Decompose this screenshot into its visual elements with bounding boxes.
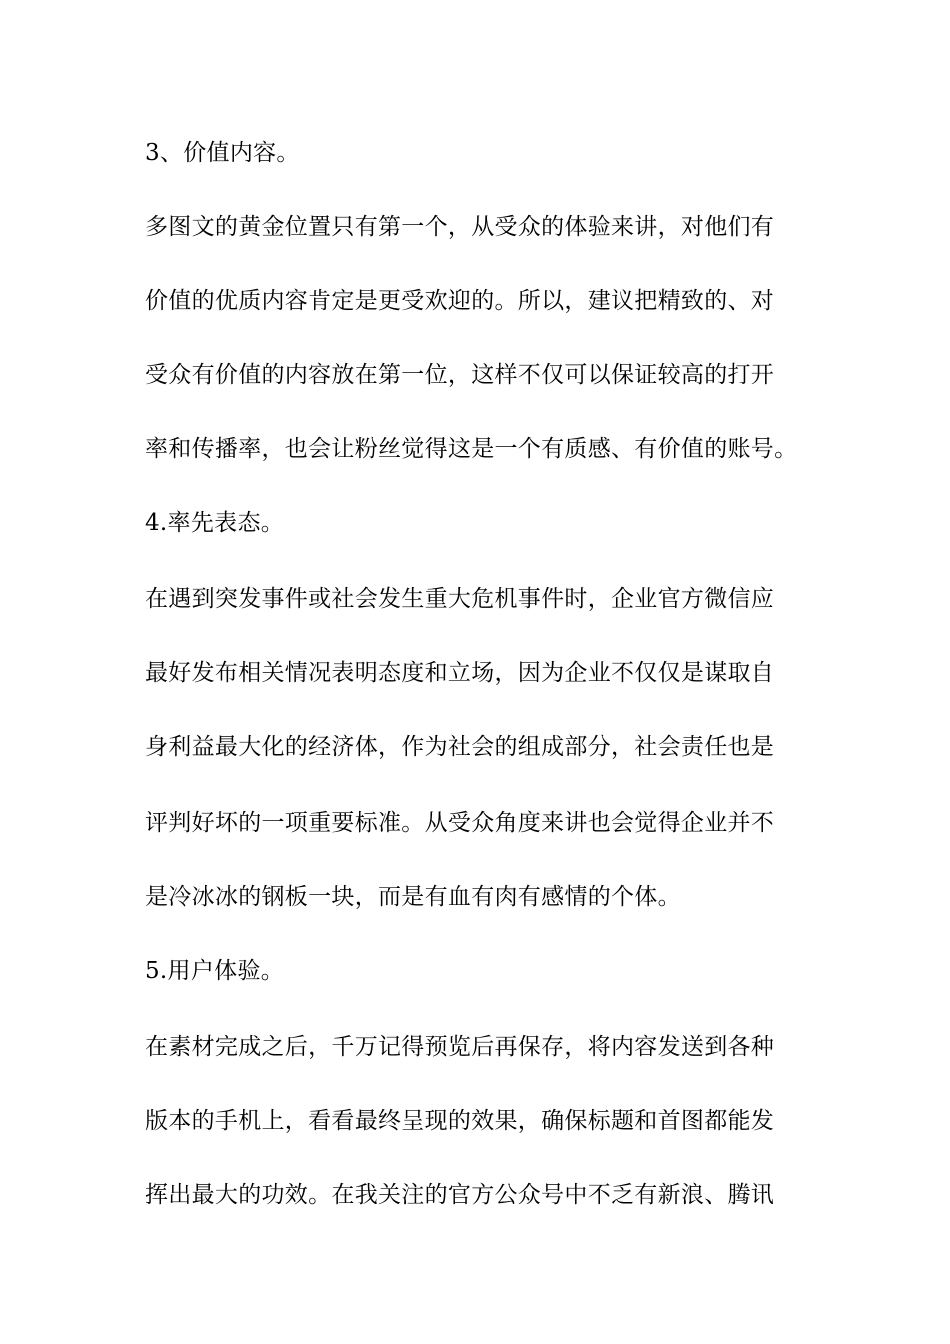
paragraph-line: 率和传播率，也会让粉丝觉得这是一个有质感、有价值的账号。 (145, 436, 798, 462)
paragraph-line: 评判好坏的一项重要标准。从受众角度来讲也会觉得企业并不 (145, 810, 775, 836)
paragraph-line: 挥出最大的功效。在我关注的官方公众号中不乏有新浪、腾讯 (145, 1182, 775, 1208)
section-heading-value-content: 3、价值内容。 (145, 140, 300, 166)
section-heading-user-experience: 5.用户体验。 (145, 958, 285, 984)
paragraph-line: 版本的手机上，看看最终呈现的效果，确保标题和首图都能发 (145, 1108, 775, 1134)
paragraph-line: 在素材完成之后，千万记得预览后再保存，将内容发送到各种 (145, 1034, 775, 1060)
paragraph-line: 最好发布相关情况表明态度和立场，因为企业不仅仅是谋取自 (145, 660, 775, 686)
paragraph-line: 在遇到突发事件或社会发生重大危机事件时，企业官方微信应 (145, 586, 775, 612)
paragraph-line: 是冷冰冰的钢板一块，而是有血有肉有感情的个体。 (145, 884, 681, 910)
paragraph-line: 受众有价值的内容放在第一位，这样不仅可以保证较高的打开 (145, 362, 775, 388)
paragraph-line: 多图文的黄金位置只有第一个，从受众的体验来讲，对他们有 (145, 214, 775, 240)
paragraph-line: 价值的优质内容肯定是更受欢迎的。所以，建议把精致的、对 (145, 288, 775, 314)
paragraph-line: 身利益最大化的经济体，作为社会的组成部分，社会责任也是 (145, 734, 775, 760)
section-heading-take-stance: 4.率先表态。 (145, 510, 285, 536)
